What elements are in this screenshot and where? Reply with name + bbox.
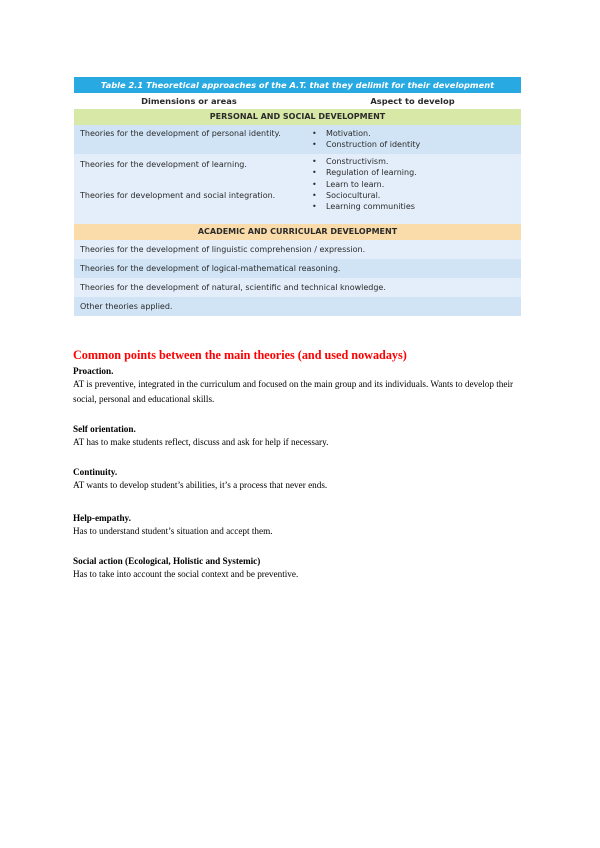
table-row (74, 125, 521, 154)
section-personal-social: PERSONAL AND SOCIAL DEVELOPMENT (74, 109, 521, 125)
section-title: Continuity. (73, 467, 118, 477)
table-row (74, 259, 521, 278)
list-item: • Sociocultural. (312, 190, 521, 201)
academic-row-label: Theories for the development of natural, scientific and technical knowledge. (80, 283, 386, 292)
section-text: Has to take into account the social context and be preventive. (73, 569, 299, 579)
learning-aspects-list (312, 156, 521, 212)
section-text: AT has to make students reflect, discuss and ask for help if necessary. (73, 437, 329, 447)
section-text: AT wants to develop student’s abilities, it’s a process that never ends. (73, 480, 328, 490)
identity-aspects-list (312, 125, 521, 151)
academic-row-label: Other theories applied. (80, 302, 173, 311)
academic-row-label: Theories for the development of linguistic comprehension / expression. (80, 245, 366, 254)
list-item: • Learning communities (312, 201, 521, 212)
section-title: Social action (Ecological, Holistic and Systemic) (73, 556, 261, 566)
section-title: Self orientation. (73, 424, 136, 434)
section-title: Proaction. (73, 366, 114, 376)
section-academic-curricular: ACADEMIC AND CURRICULAR DEVELOPMENT (74, 224, 521, 240)
academic-row-label: Theories for the development of logical-mathematical reasoning. (80, 264, 341, 273)
table-caption: Table 2.1 Theoretical approaches of the A.T. that they delimit for their development (74, 77, 521, 93)
section-text: Has to understand student’s situation and accept them. (73, 526, 273, 536)
page-heading: Common points between the main theories (and used nowadays) (73, 348, 407, 362)
list-item: • Constructivism. (312, 156, 521, 167)
list-item: • Construction of identity (312, 139, 521, 150)
row-learning-label: Theories for the development of learning. (80, 160, 247, 169)
table-row (74, 240, 521, 259)
theories-table (74, 77, 521, 316)
section-title: Help-empathy. (73, 513, 131, 523)
list-item: • Regulation of learning. (312, 167, 521, 178)
list-item: • Learn to learn. (312, 179, 521, 190)
list-item: • Motivation. (312, 128, 521, 139)
row-identity-label: Theories for the development of personal identity. (80, 129, 281, 138)
header-dimensions: Dimensions or areas (141, 96, 237, 106)
table-header-row (74, 93, 521, 109)
section-text: AT is preventive, integrated in the curriculum and focused on the main group and its individuals. Wants to develop their social, personal and educational skills. (73, 379, 514, 404)
header-aspect: Aspect to develop (370, 96, 455, 106)
table-row (74, 297, 521, 316)
table-row (74, 278, 521, 297)
table-row (74, 154, 521, 224)
row-social-label: Theories for development and social integration. (80, 191, 276, 200)
